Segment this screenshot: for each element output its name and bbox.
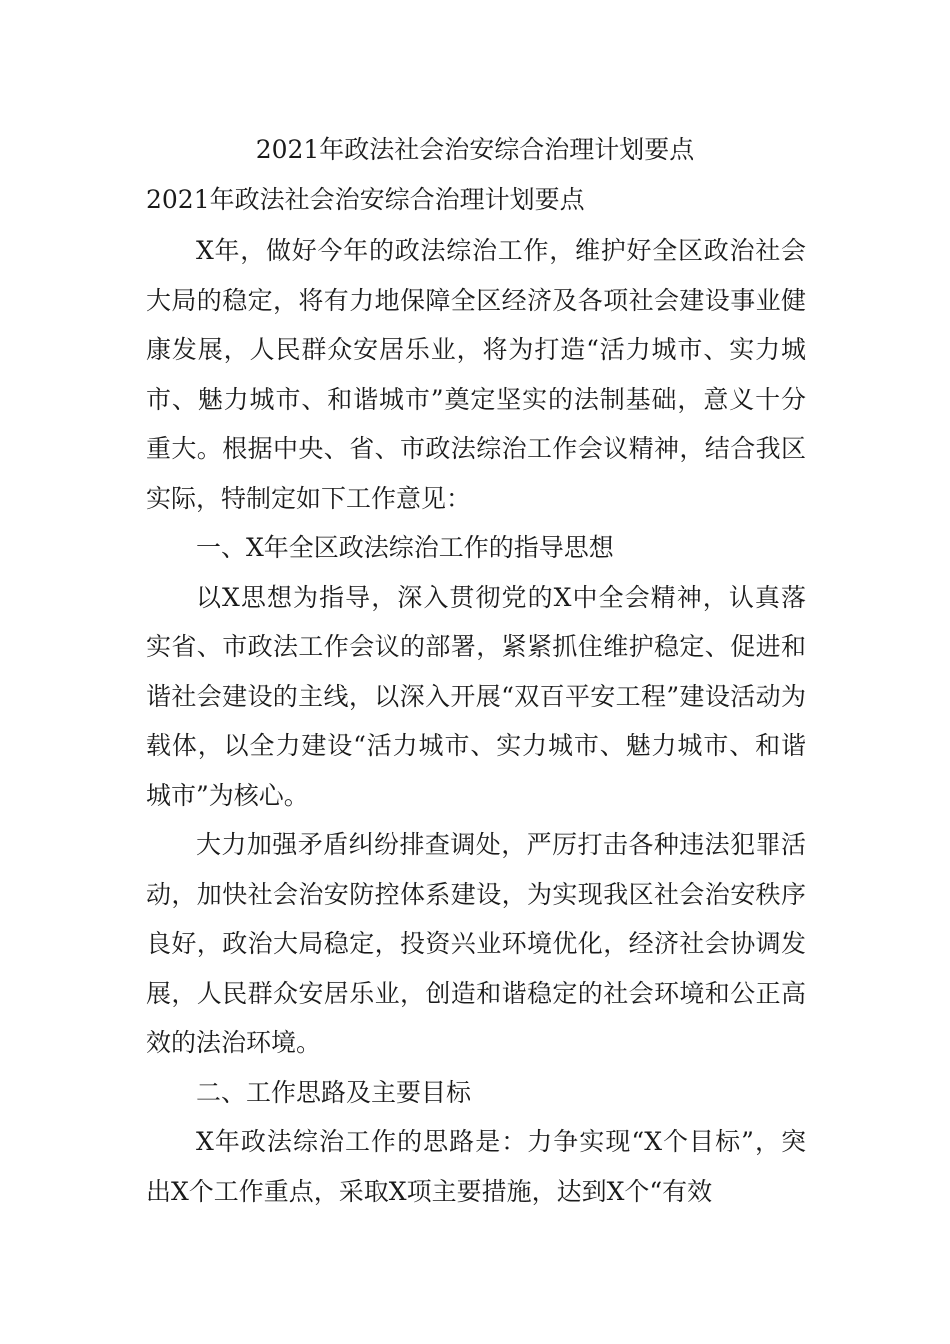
document-subtitle: 2021年政法社会治安综合治理计划要点 [146, 185, 585, 214]
document-body [146, 226, 806, 1216]
section-heading-2: 二、工作思路及主要目标 [196, 1077, 472, 1107]
document-title: 2021年政法社会治安综合治理计划要点 [255, 135, 695, 164]
paragraph-work-ideas: X年政法综治工作的思路是：力争实现“X个目标”，突出X个工作重点，采取X项主要措施，达到X个“有效 [146, 1127, 806, 1206]
section-heading-1: 一、X年全区政法综治工作的指导思想 [196, 533, 614, 562]
paragraph-guiding-thought: 以X思想为指导，深入贯彻党的X中全会精神，认真落实省、市政法工作会议的部署，紧紧抓住维护稳定、促进和谐社会建设的主线，以深入开展“双百平安工程”建设活动为载体，以全力建设“活力城市、实力城市、魅力城市、和谐城市”为核心。 [146, 582, 806, 810]
paragraph-goals: 大力加强矛盾纠纷排查调处，严厉打击各种违法犯罪活动，加快社会治安防控体系建设，为实现我区社会治安秩序良好，政治大局稳定，投资兴业环境优化，经济社会协调发展，人民群众安居乐业，创造和谐稳定的社会环境和公正高效的法治环境。 [146, 830, 806, 1057]
paragraph-intro: X年，做好今年的政法综治工作，维护好全区政治社会大局的稳定，将有力地保障全区经济及各项社会建设事业健康发展，人民群众安居乐业，将为打造“活力城市、实力城市、魅力城市、和谐城市”奠定坚实的法制基础，意义十分重大。根据中央、省、市政法综治工作会议精神，结合我区实际，特制定如下工作意见： [146, 236, 806, 513]
